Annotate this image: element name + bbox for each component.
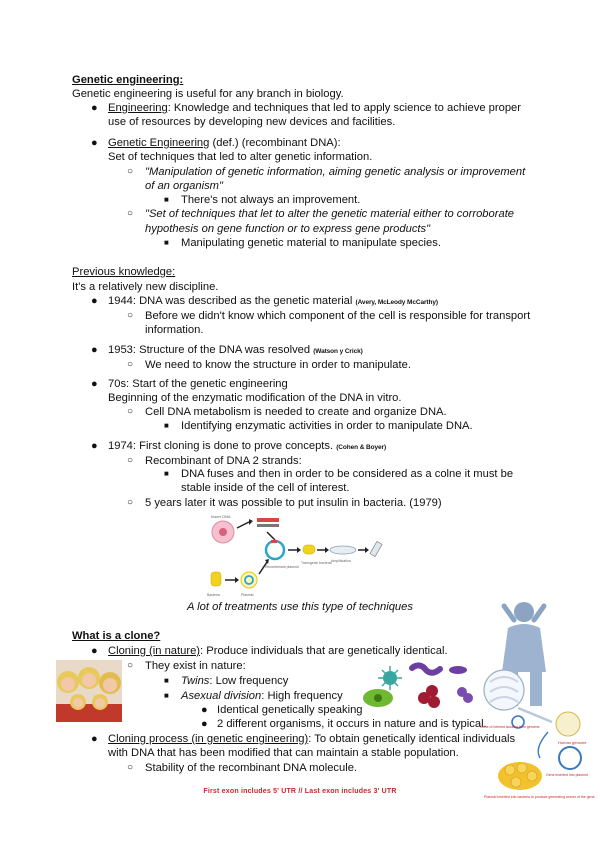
cloning-nature-def: : Produce individuals that are genetically identical. [200, 645, 448, 657]
cell-with-plasmid-icon [241, 572, 257, 588]
item-1974 [108, 440, 386, 454]
intro-text: Genetic engineering is useful for any branch in biology. [72, 88, 344, 100]
section2-intro: It's a relatively new discipline. [72, 281, 219, 293]
bullet-icon: ● [91, 378, 98, 390]
label-grow: Amplification [331, 559, 351, 563]
item-1974-sub: Recombinant of DNA 2 strands: [145, 455, 302, 467]
cloning-diagram [205, 512, 395, 600]
circle-bullet-icon: ○ [127, 455, 134, 466]
shirts-area [56, 704, 122, 722]
arrowhead-icon [235, 577, 239, 583]
quote-1a: "Manipulation of genetic information, aiming genetic analysis or improvement [145, 166, 526, 178]
bullet-icon: ● [91, 344, 98, 356]
label-result: Plasmid inserted into bacteria to produce generating clones of the gene [484, 795, 595, 799]
item-1974-sub2: 5 years later it was possible to put insulin in bacteria. (1979) [145, 497, 442, 509]
arrow-icon [267, 532, 275, 540]
ref-1953: (Watson y Crick) [313, 348, 363, 355]
item-70s-line2: Beginning of the enzymatic modification of the DNA in vitro. [108, 392, 402, 404]
asexual-def: : High frequency [261, 690, 343, 702]
circle-bullet-icon: ○ [127, 208, 134, 219]
genetic-engineering-definition [108, 137, 341, 150]
asexual-sub-a: Identical genetically speaking [217, 704, 363, 716]
term-engineering: Engineering [108, 102, 168, 114]
bullet-icon: ● [91, 137, 98, 149]
cloning-nature-sub: They exist in nature: [145, 660, 246, 672]
circle-bullet-icon: ○ [127, 497, 134, 508]
quote-2-sub: Manipulating genetic material to manipulate species. [181, 237, 441, 249]
microorganisms-illustration [360, 660, 480, 714]
item-1944-text: 1944: DNA was described as the genetic material [108, 295, 353, 307]
item-1974-subsub-b: stable inside of the cell of interest. [181, 482, 350, 494]
bacterium-icon [505, 765, 515, 775]
ref-1944: (Avery, McLeody McCarthy) [355, 299, 438, 306]
twins-def: : Low frequency [209, 675, 289, 687]
figure-caption: A lot of treatments use this type of techniques [187, 601, 413, 613]
item-1953 [108, 344, 363, 358]
item-1974-text: 1974: First cloning is done to prove concepts. [108, 440, 334, 452]
term-asexual: Asexual division [181, 690, 262, 702]
arrow-icon [538, 732, 548, 758]
term-twins: Twins [181, 675, 210, 687]
dna-fragment-icon [257, 518, 279, 522]
label-vector: Recombinant plasmid [265, 565, 299, 569]
twins-photo [56, 660, 122, 722]
engineering-def-text: : Knowledge and techniques that led to apply science to achieve proper [167, 102, 521, 114]
item-70s-subsub: Identifying enzymatic activities in order to manipulate DNA. [181, 420, 473, 432]
ref-1974: (Cohen & Boyer) [336, 444, 387, 451]
petri-dish-icon [330, 546, 356, 554]
leg-icon [530, 672, 542, 706]
term-cloning-nature: Cloning (in nature) [108, 645, 201, 657]
test-tube-icon [370, 541, 382, 556]
ge-term-rest: (def.) (recombinant DNA): [209, 137, 341, 149]
circle-bullet-icon: ○ [127, 406, 134, 417]
bacterium-icon [449, 666, 467, 674]
bacteria-cell-icon [211, 572, 221, 586]
body-silhouette-icon [502, 624, 546, 672]
term-cloning-process: Cloning process (in genetic engineering) [108, 733, 309, 745]
transformed-bacterium-icon [303, 545, 315, 554]
arrowhead-icon [297, 547, 301, 553]
twins-item [181, 675, 288, 688]
label-host: Transgenic bacteria [301, 561, 332, 565]
square-bullet-icon: ■ [164, 421, 169, 430]
bullet-icon: ● [91, 440, 98, 452]
bullet-icon: ● [201, 704, 208, 716]
engineering-def-line2: use of resources by developing new devices and facilities. [108, 116, 396, 128]
item-1944-sub-b: information. [145, 324, 204, 336]
item-70s: 70s: Start of the genetic engineering [108, 378, 288, 390]
cloning-nature [108, 645, 448, 658]
label-genome: Human genome [558, 740, 587, 745]
label-bacteria: Bacteria [207, 593, 220, 597]
cloning-process-sub: Stability of the recombinant DNA molecule. [145, 762, 358, 774]
plasmid-icon [559, 747, 581, 769]
square-bullet-icon: ■ [164, 195, 169, 204]
circle-bullet-icon: ○ [127, 660, 134, 671]
bacterium-icon [511, 777, 521, 787]
bacillus-icon [412, 665, 440, 672]
coccus-icon [426, 685, 438, 697]
dna-fragment-icon [257, 524, 279, 527]
section-title-previous-knowledge: Previous knowledge: [72, 266, 176, 278]
nucleus-icon [374, 694, 382, 702]
circle-bullet-icon: ○ [127, 762, 134, 773]
item-1953-sub: We need to know the structure in order to manipulate. [145, 359, 411, 371]
face-icon [82, 673, 96, 687]
bullet-icon: ● [91, 295, 98, 307]
item-1944 [108, 295, 438, 309]
square-bullet-icon: ■ [164, 469, 169, 478]
coccus-icon [428, 696, 440, 708]
arrowhead-icon [325, 547, 329, 553]
square-bullet-icon: ■ [164, 691, 169, 700]
item-1944-sub-a: Before we didn't know which component of the cell is responsible for transport [145, 310, 531, 322]
cloning-process-def: : To obtain genetically identical individuals [308, 733, 516, 745]
bullet-icon: ● [91, 733, 98, 745]
label-gene: Gene of interest isolated from genome [480, 725, 540, 729]
face-icon [103, 678, 117, 692]
head-icon [514, 602, 534, 622]
engineering-definition [108, 102, 521, 115]
item-1953-text: 1953: Structure of the DNA was resolved [108, 344, 311, 356]
label-insert: Insert DNA [211, 514, 231, 519]
quote-1b: of an organism" [145, 180, 223, 192]
circle-bullet-icon: ○ [127, 166, 134, 177]
bullet-icon: ● [201, 718, 208, 730]
arrowhead-icon [365, 547, 369, 553]
square-bullet-icon: ■ [164, 238, 169, 247]
face-icon [95, 698, 105, 708]
section-title-clone: What is a clone? [72, 630, 161, 642]
ge-line2: Set of techniques that led to alter genetic information. [108, 151, 373, 163]
face-icon [73, 698, 83, 708]
circle-bullet-icon: ○ [127, 310, 134, 321]
footer-note: First exon includes 5' UTR // Last exon includes 3' UTR [203, 788, 397, 795]
quote-2a: "Set of techniques that let to alter the genetic material either to corroborate [145, 208, 515, 220]
genome-icon [556, 712, 580, 736]
bullet-icon: ● [91, 645, 98, 657]
label-plasmid: Gene inserted into plasmid [546, 773, 588, 777]
item-1974-subsub-a: DNA fuses and then in order to be considered as a colne it must be [181, 468, 514, 480]
section-title-genetic-engineering: Genetic engineering: [72, 74, 184, 86]
circle-bullet-icon: ○ [127, 359, 134, 370]
asexual-item [181, 690, 343, 703]
bacterium-icon [517, 763, 527, 773]
cloning-process-line2: with DNA that has been modified that can maintain a stable population. [108, 747, 459, 759]
recombinant-plasmid-icon [266, 541, 284, 559]
square-bullet-icon: ■ [164, 676, 169, 685]
asexual-sub-b: 2 different organisms, it occurs in nature and is typical. [217, 718, 487, 730]
coccus-icon [463, 693, 473, 703]
item-70s-sub: Cell DNA metabolism is needed to create and organize DNA. [145, 406, 447, 418]
label-plasmid: Plasmid [241, 593, 254, 597]
term-genetic-engineering: Genetic Engineering [108, 137, 210, 149]
quote-2b: hypothesis on gene function or to express gene products" [145, 223, 431, 235]
cloning-process [108, 733, 515, 746]
bacterium-icon [527, 771, 537, 781]
bullet-icon: ● [91, 102, 98, 114]
quote-1-sub: There's not always an improvement. [181, 194, 361, 206]
virus-icon [378, 666, 402, 690]
arrow-icon [237, 522, 249, 528]
nucleus-icon [219, 528, 227, 536]
face-icon [61, 677, 75, 691]
insert-segment-icon [271, 540, 277, 543]
arrowhead-icon [249, 519, 253, 525]
